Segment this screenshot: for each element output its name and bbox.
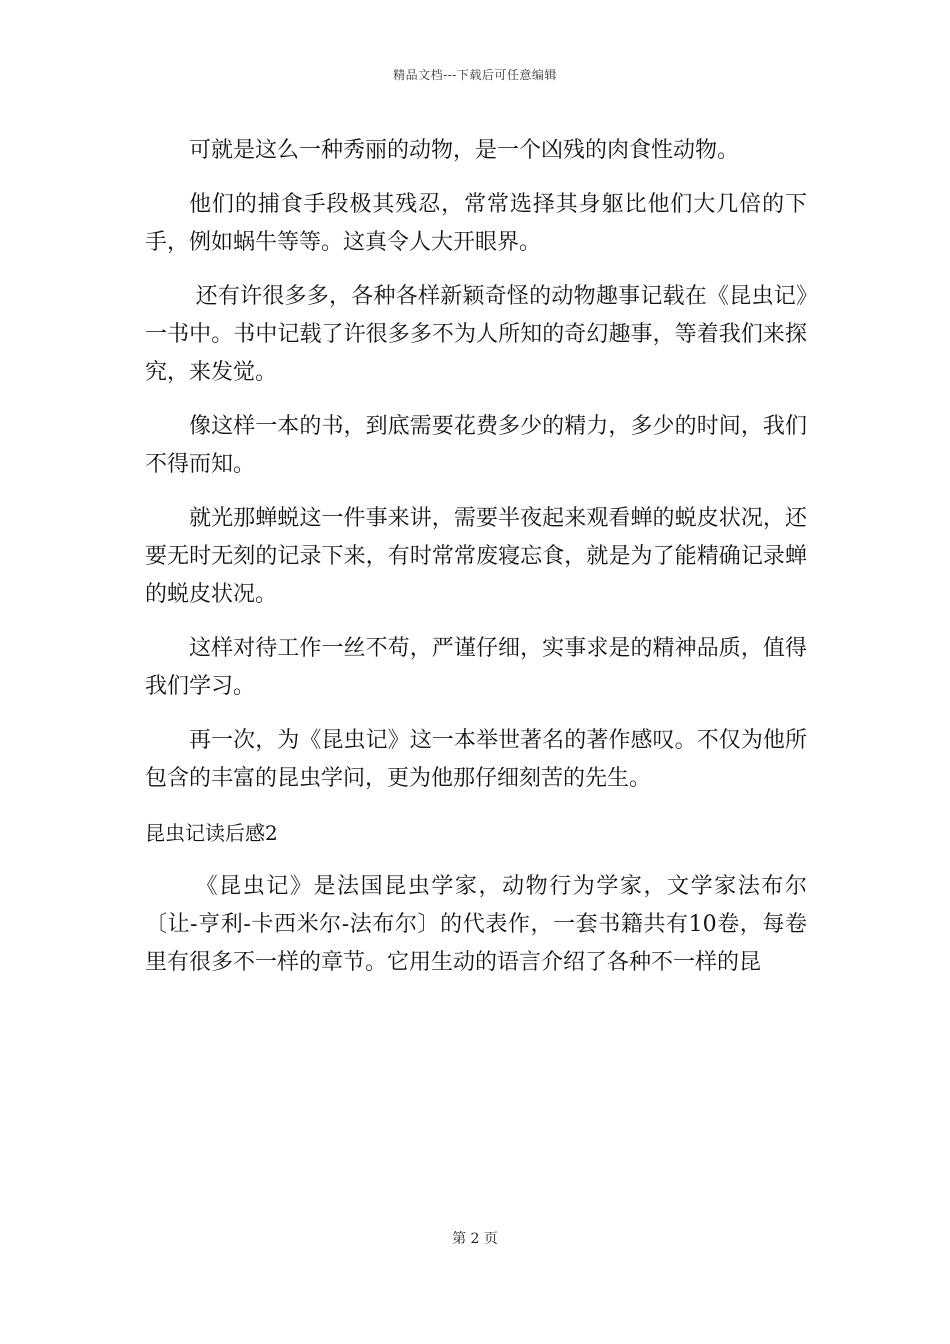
paragraph-4: 像这样一本的书，到底需要花费多少的精力，多少的时间，我们不得而知。: [145, 414, 807, 477]
paragraph-5: 就光那蝉蜕这一件事来讲，需要半夜起来观看蝉的蜕皮状况，还要无时无刻的记录下来，有时常常废寝忘食，就是为了能精确记录蝉的蜕皮状况。: [145, 506, 807, 607]
page-header: 精品文档---下载后可任意编辑: [393, 68, 557, 82]
paragraph-2: 他们的捕食手段极其残忍，常常选择其身躯比他们大几倍的下手，例如蜗牛等等。这真令人大开眼界。: [145, 192, 807, 255]
section-paragraph: 《昆虫记》是法国昆虫学家，动物行为学家，文学家法布尔〔让-亨利-卡西米尔-法布尔〕的代表作，一套书籍共有10卷，每卷里有很多不一样的章节。它用生动的语言介绍了各种不一样的昆: [145, 874, 807, 975]
paragraph-3: 还有许很多多，各种各样新颖奇怪的动物趣事记载在《昆虫记》一书中。书中记载了许很多多不为人所知的奇幻趣事，等着我们来探究，来发觉。: [145, 284, 807, 385]
paragraph-7: 再一次，为《昆虫记》这一本举世著名的著作感叹。不仅为他所包含的丰富的昆虫学问，更为他那仔细刻苦的先生。: [145, 728, 807, 791]
document-body: [145, 132, 807, 998]
paragraph-6: 这样对待工作一丝不苟，严谨仔细，实事求是的精神品质，值得我们学习。: [145, 636, 807, 699]
page-number: 第 2 页: [452, 1231, 498, 1247]
paragraph-1: 可就是这么一种秀丽的动物，是一个凶残的肉食性动物。: [189, 138, 740, 163]
section-heading: 昆虫记读后感2: [145, 821, 278, 845]
